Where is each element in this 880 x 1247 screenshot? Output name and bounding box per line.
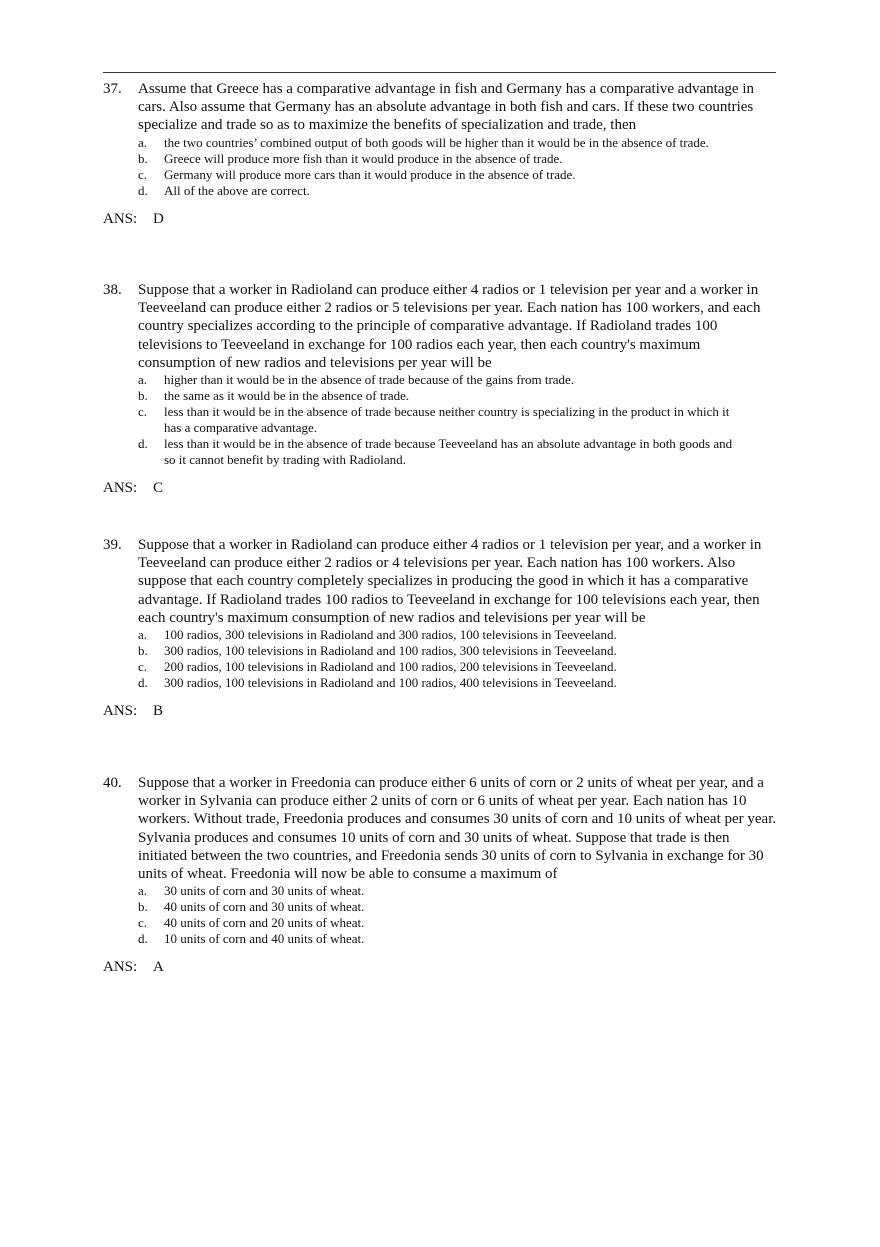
answer-label: ANS: [103,703,138,720]
option-text: 100 radios, 300 televisions in Radioland and 300 radios, 100 televisions in Teeveeland. [164,627,617,643]
option-c [138,915,783,931]
question-40 [103,774,783,976]
option-b [138,899,783,915]
answer-value: D [153,210,164,227]
option-text: less than it would be in the absence of trade because neither country is specializing in the product in which it has a comparative advantage. [164,404,730,436]
option-text: 300 radios, 100 televisions in Radioland and 100 radios, 400 televisions in Teeveeland. [164,675,617,691]
option-text: All of the above are correct. [164,182,310,198]
question-stem: Suppose that a worker in Freedonia can produce either 6 units of corn or 2 units of wheat per year, and a worker in Sylvania can produce either 2 units of corn or 6 units of wheat per year. Each nation has 10 workers. Without trade, Freedonia produces and consumes 30 units of corn and 10 units of wheat per year. Sylvania produces and consumes 10 units of corn and 30 units of wheat. Suppose that trade is then initiated between the two countries, and Freedonia sends 30 units of corn to Sylvania in exchange for 30 units of wheat. Freedonia will now be able to consume a maximum of [138,775,777,883]
option-letter: a. [138,627,148,643]
question-38 [103,281,783,497]
option-text: higher than it would be in the absence of trade because of the gains from trade. [164,372,575,388]
option-d [138,675,783,691]
option-c [138,659,783,675]
question-stem: Suppose that a worker in Radioland can produce either 4 radios or 1 television per year, and a worker in Teeveeland can produce either 2 radios or 4 televisions per year. Each nation has 100 workers. Also suppose that each country completely specializes in producing the good in which it has a comparative advantage. If Radioland trades 100 radios to Teeveeland in exchange for 100 televisions each year, then each country's maximum consumption of new radios and televisions per year will be [138,537,762,626]
question-number: 38. [103,282,122,298]
option-letter: c. [138,659,148,675]
option-letter: c. [138,404,148,420]
answer-line [103,479,783,497]
option-letter: d. [138,182,148,198]
option-text: less than it would be in the absence of trade because Teeveeland has an absolute advantage in both goods and so it cannot benefit by trading with Radioland. [164,436,733,468]
option-letter: d. [138,675,148,691]
option-a [138,883,783,899]
answer-line [103,702,783,720]
option-c [138,404,783,436]
options-list [138,883,783,947]
option-c [138,167,783,183]
answer-line [103,958,783,976]
answer-value: B [153,703,164,720]
option-text: 40 units of corn and 30 units of wheat. [164,899,365,915]
option-letter: b. [138,899,148,915]
answer-label: ANS: [103,480,138,497]
options-list [138,135,783,199]
option-text: 30 units of corn and 30 units of wheat. [164,883,365,899]
option-b [138,151,783,167]
question-stem: Suppose that a worker in Radioland can produce either 4 radios or 1 television per year and a worker in Teeveeland can produce either 2 radios or 5 televisions per year. Each nation has 100 workers, and each country specializes according to the principle of comparative advantage. If Radioland trades 100 televisions to Teeveeland in exchange for 100 radios each year, then each country's maximum consumption of new radios and televisions per year will be [138,282,761,371]
option-text: 200 radios, 100 televisions in Radioland and 100 radios, 200 televisions in Teeveeland. [164,659,617,675]
option-text: the same as it would be in the absence of trade. [164,388,410,404]
options-list [138,627,783,691]
answer-value: A [153,959,164,976]
option-letter: d. [138,436,148,452]
question-number: 37. [103,81,122,97]
options-list [138,372,783,468]
question-number: 40. [103,775,122,791]
option-b [138,643,783,659]
option-letter: a. [138,372,148,388]
option-letter: b. [138,643,148,659]
option-letter: a. [138,134,148,150]
answer-line [103,210,783,228]
answer-label: ANS: [103,959,138,976]
option-d [138,183,783,199]
question-number: 39. [103,537,122,553]
option-letter: d. [138,931,148,947]
option-letter: c. [138,166,148,182]
option-text: the two countries’ combined output of both goods will be higher than it would be in the absence of trade. [164,134,709,150]
answer-value: C [153,480,164,497]
option-text: Greece will produce more fish than it would produce in the absence of trade. [164,150,563,166]
option-letter: c. [138,915,148,931]
option-a [138,372,783,388]
option-letter: b. [138,150,148,166]
option-a [138,627,783,643]
option-b [138,388,783,404]
option-text: 300 radios, 100 televisions in Radioland and 100 radios, 300 televisions in Teeveeland. [164,643,617,659]
question-37 [103,80,783,228]
header-rule [103,72,776,73]
question-39 [103,536,783,720]
option-text: 40 units of corn and 20 units of wheat. [164,915,365,931]
option-d [138,436,783,468]
question-stem: Assume that Greece has a comparative advantage in fish and Germany has a comparative advantage in cars. Also assume that Germany has an absolute advantage in both fish and cars. If these two countries specialize and trade so as to maximize the benefits of specialization and trade, then [138,81,754,134]
answer-label: ANS: [103,210,138,227]
option-letter: a. [138,883,148,899]
option-text: 10 units of corn and 40 units of wheat. [164,931,365,947]
option-text: Germany will produce more cars than it would produce in the absence of trade. [164,166,576,182]
option-d [138,931,783,947]
option-letter: b. [138,388,148,404]
option-a [138,135,783,151]
